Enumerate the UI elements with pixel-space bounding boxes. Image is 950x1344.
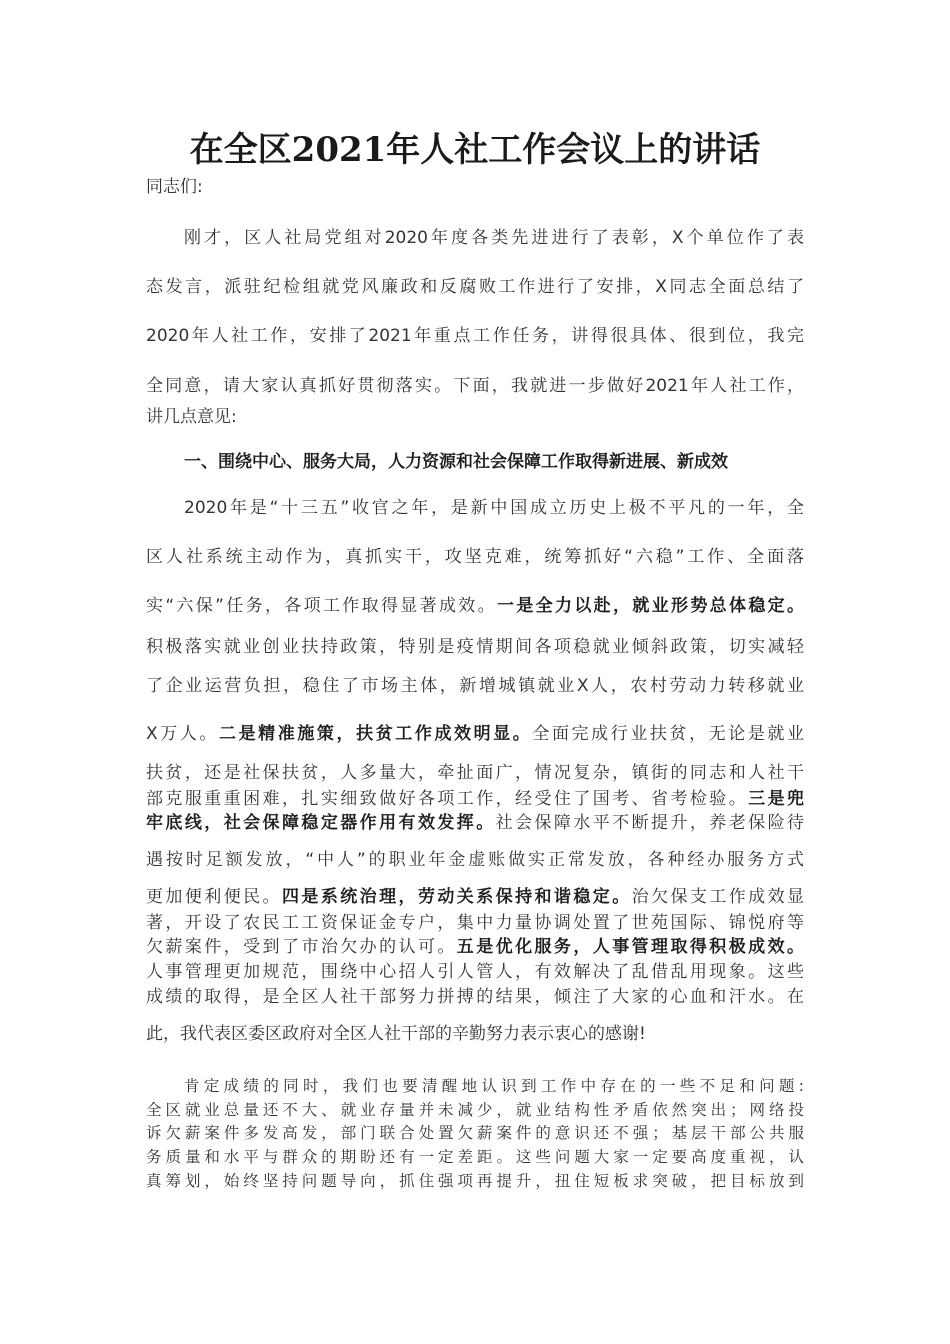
paragraph-2-line: 区人社系统主动作为，真抓实干，攻坚克难，统筹抓好“六稳”工作、全面落 — [146, 547, 804, 567]
paragraph-2-line: 人事管理更加规范，围绕中心招人引人管人，有效解决了乱借乱用现象。这些 — [146, 962, 804, 982]
paragraph-2-line: 更加便利便民。四是系统治理，劳动关系保持和谐稳定。治欠保支工作成效显 — [146, 887, 804, 907]
paragraph-2-line: X万人。二是精准施策，扶贫工作成效明显。全面完成行业扶贫，无论是就业 — [146, 724, 804, 744]
salutation: 同志们: — [146, 177, 203, 197]
paragraph-2-line: 遇按时足额发放，“中人”的职业年金虚账做实正常发放，各种经办服务方式 — [146, 850, 804, 870]
paragraph-1-line: 态发言，派驻纪检组就党风廉政和反腐败工作进行了安排，X同志全面总结了 — [146, 277, 804, 297]
paragraph-3-line: 全区就业总量还不大、就业存量并未减少，就业结构性矛盾依然突出；网络投 — [146, 1101, 804, 1119]
paragraph-2-line: 实“六保”任务，各项工作取得显著成效。一是全力以赴，就业形势总体稳定。 — [146, 596, 804, 616]
paragraph-3-line: 务质量和水平与群众的期盼还有一定差距。这些问题大家一定要高度重视，认 — [146, 1148, 804, 1166]
paragraph-3-line: 肯定成绩的同时，我们也要清醒地认识到工作中存在的一些不足和问题: — [184, 1077, 804, 1095]
highlight-point-2: 二是精准施策，扶贫工作成效明显。 — [219, 724, 533, 744]
paragraph-2-line: 2020年是“十三五”收官之年，是新中国成立历史上极不平凡的一年，全 — [184, 498, 804, 518]
paragraph-1-line: 讲几点意见: — [146, 407, 237, 427]
section-heading-1: 一、围绕中心、服务大局，人力资源和社会保障工作取得新进展、新成效 — [184, 452, 728, 472]
paragraph-2-line: 欠薪案件，受到了市治欠办的认可。五是优化服务，人事管理取得积极成效。 — [146, 937, 804, 957]
paragraph-3-line: 真筹划，始终坚持问题导向，抓住强项再提升，扭住短板求突破，把目标放到 — [146, 1172, 804, 1190]
paragraph-1-line: 刚才，区人社局党组对2020年度各类先进进行了表彰，X个单位作了表 — [184, 228, 804, 248]
paragraph-1-line: 全同意，请大家认真抓好贯彻落实。下面，我就进一步做好2021年人社工作， — [146, 376, 804, 396]
paragraph-2-line: 了企业运营负担，稳住了市场主体，新增城镇就业X人，农村劳动力转移就业 — [146, 676, 804, 696]
document-title: 在全区2021年人社工作会议上的讲话 — [189, 130, 761, 170]
highlight-point-3-cont: 牢底线，社会保障稳定器作用有效发挥。 — [146, 813, 496, 833]
highlight-point-1: 一是全力以赴，就业形势总体稳定。 — [496, 596, 804, 616]
paragraph-2-line: 此，我代表区委区政府对全区人社干部的辛勤努力表示衷心的感谢! — [146, 1024, 646, 1044]
paragraph-2-line: 扶贫，还是社保扶贫，人多量大，牵扯面广，情况复杂，镇街的同志和人社干 — [146, 763, 804, 783]
paragraph-2-line: 成绩的取得，是全区人社干部努力拼搏的结果，倾注了大家的心血和汗水。在 — [146, 987, 804, 1007]
paragraph-2-line: 积极落实就业创业扶持政策，特别是疫情期间各项稳就业倾斜政策，切实减轻 — [146, 637, 804, 657]
paragraph-3-line: 诉欠薪案件多发高发，部门联合处置欠薪案件的意识还不强；基层干部公共服 — [146, 1124, 804, 1142]
highlight-point-3: 三是兜 — [748, 789, 804, 809]
paragraph-2-line: 部克服重重困难，扎实细致做好各项工作，经受住了国考、省考检验。三是兜 — [146, 789, 804, 809]
paragraph-2-line: 著，开设了农民工工资保证金专户，集中力量协调处置了世苑国际、锦悦府等 — [146, 913, 804, 933]
highlight-point-5: 五是优化服务，人事管理取得积极成效。 — [456, 937, 804, 957]
highlight-point-4: 四是系统治理，劳动关系保持和谐稳定。 — [281, 887, 632, 907]
paragraph-2-line: 牢底线，社会保障稳定器作用有效发挥。社会保障水平不断提升，养老保险待 — [146, 813, 804, 833]
paragraph-1-line: 2020年人社工作，安排了2021年重点工作任务，讲得很具体、很到位，我完 — [146, 326, 804, 346]
